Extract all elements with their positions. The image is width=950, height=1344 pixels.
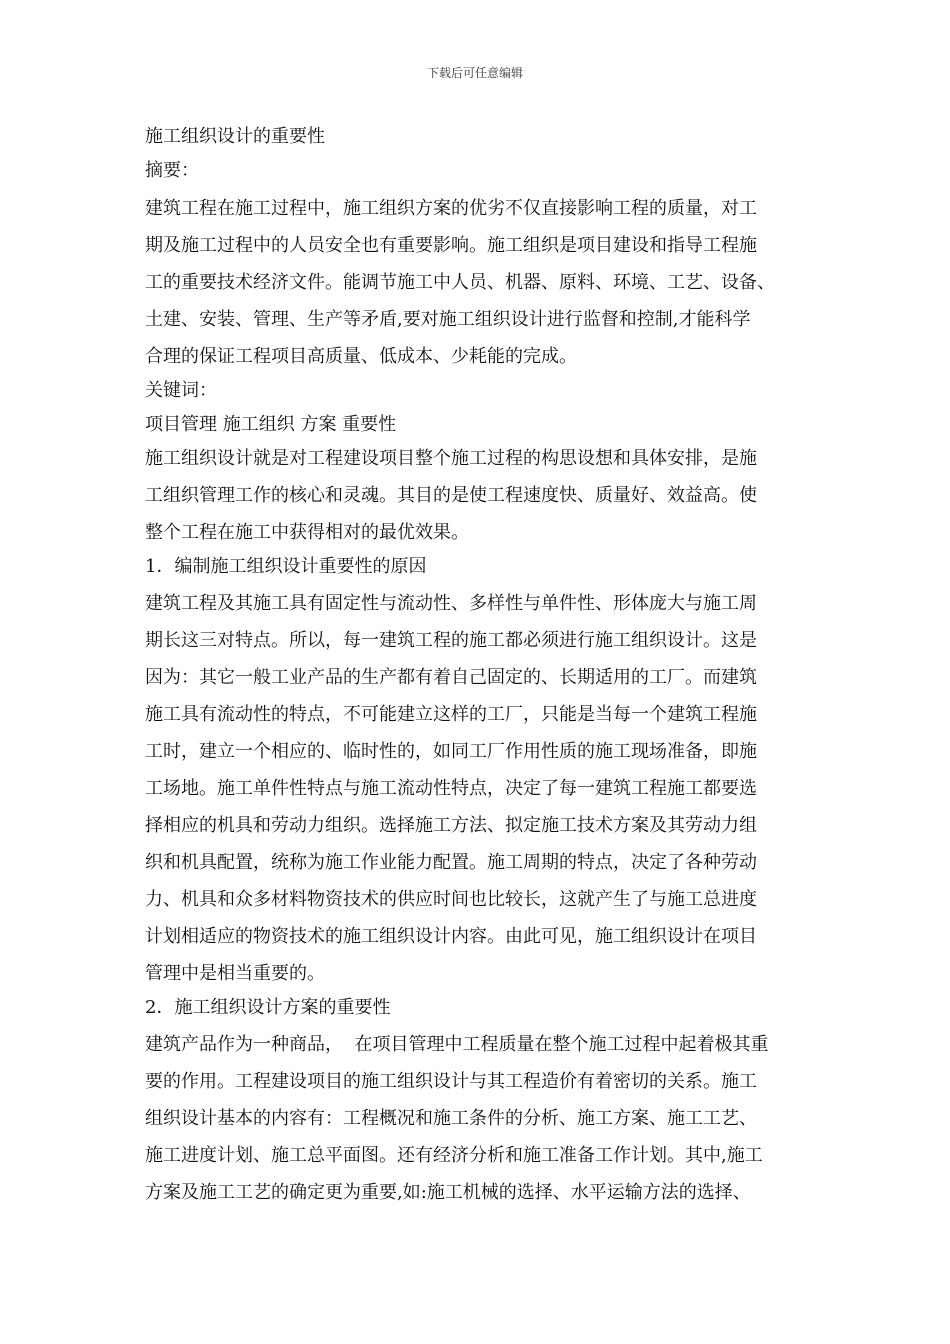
document-body: [145, 120, 810, 1210]
section-heading-1: 1．编制施工组织设计重要性的原因: [145, 556, 427, 577]
body-line: 工场地。施工单件性特点与施工流动性特点，决定了每一建筑工程施工都要选: [145, 778, 757, 799]
body-line: 计划相适应的物资技术的施工组织设计内容。由此可见，施工组织设计在项目: [145, 926, 757, 947]
body-line: 要的作用。工程建设项目的施工组织设计与其工程造价有着密切的关系。施工: [145, 1071, 757, 1092]
body-line: 工组织管理工作的核心和灵魂。其目的是使工程速度快、质量好、效益高。使: [145, 485, 757, 506]
doc-title: 施工组织设计的重要性: [145, 126, 325, 147]
body-line: 建筑工程及其施工具有固定性与流动性、多样性与单件性、形体庞大与施工周: [145, 593, 757, 614]
body-line: 施工具有流动性的特点，不可能建立这样的工厂，只能是当每一个建筑工程施: [145, 704, 757, 725]
keywords-line: 项目管理 施工组织 方案 重要性: [145, 414, 397, 435]
body-line: 施工组织设计就是对工程建设项目整个施工过程的构思设想和具体安排，是施: [145, 448, 757, 469]
body-line: 期长这三对特点。所以，每一建筑工程的施工都必须进行施工组织设计。这是: [145, 630, 757, 651]
body-line: 方案及施工工艺的确定更为重要,如:施工机械的选择、水平运输方法的选择、: [145, 1182, 751, 1203]
abstract-line: 工的重要技术经济文件。能调节施工中人员、机器、原料、环境、工艺、设备、: [145, 272, 775, 293]
abstract-line: 建筑工程在施工过程中，施工组织方案的优劣不仅直接影响工程的质量，对工: [145, 198, 757, 219]
body-line: 织和机具配置，统称为施工作业能力配置。施工周期的特点，决定了各种劳动: [145, 852, 757, 873]
abstract-heading: 摘要：: [145, 160, 199, 181]
keywords-heading: 关键词：: [145, 380, 217, 401]
body-line: 施工进度计划、施工总平面图。还有经济分析和施工准备工作计划。其中,施工: [145, 1145, 763, 1166]
section-heading-2: 2．施工组织设计方案的重要性: [145, 997, 391, 1018]
body-line: 择相应的机具和劳动力组织。选择施工方法、拟定施工技术方案及其劳动力组: [145, 815, 757, 836]
abstract-line: 土建、安装、管理、生产等矛盾,要对施工组织设计进行监督和控制,才能科学: [145, 309, 751, 330]
abstract-line: 合理的保证工程项目高质量、低成本、少耗能的完成。: [145, 346, 577, 367]
body-line: 整个工程在施工中获得相对的最优效果。: [145, 522, 469, 543]
header-note: 下载后可任意编辑: [426, 66, 523, 80]
body-line: 管理中是相当重要的。: [145, 963, 325, 984]
body-line: 工时，建立一个相应的、临时性的，如同工厂作用性质的施工现场准备，即施: [145, 741, 757, 762]
body-line: 力、机具和众多材料物资技术的供应时间也比较长，这就产生了与施工总进度: [145, 889, 757, 910]
body-line: 组织设计基本的内容有：工程概况和施工条件的分析、施工方案、施工工艺、: [145, 1108, 757, 1129]
abstract-line: 期及施工过程中的人员安全也有重要影响。施工组织是项目建设和指导工程施: [145, 235, 757, 256]
body-line: 建筑产品作为一种商品， 在项目管理中工程质量在整个施工过程中起着极其重: [145, 1034, 769, 1055]
body-line: 因为：其它一般工业产品的生产都有着自己固定的、长期适用的工厂。而建筑: [145, 667, 757, 688]
